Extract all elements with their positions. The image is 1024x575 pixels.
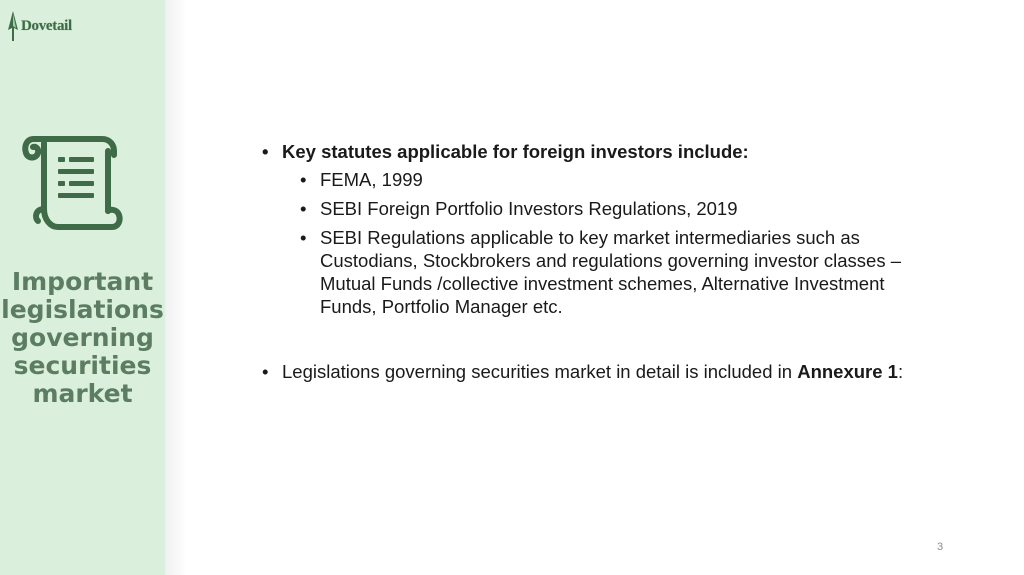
sub-bullet-fema: • FEMA, 1999 xyxy=(300,168,922,191)
sub-bullet-sebi-fpi: • SEBI Foreign Portfolio Investors Regulations, 2019 xyxy=(300,197,922,220)
scroll-document-icon xyxy=(22,135,124,235)
bullet-legislations-text: Legislations governing securities market in detail is included in xyxy=(282,361,793,382)
company-logo xyxy=(6,8,72,44)
annexure-colon: : xyxy=(897,361,904,382)
annexure-reference: Annexure 1 xyxy=(797,361,898,382)
bullet-key-statutes: • Key statutes applicable for foreign investors include: xyxy=(262,140,922,163)
slide-content xyxy=(262,140,922,388)
bullet-legislations xyxy=(262,360,922,383)
tree-logo-icon xyxy=(6,10,20,42)
sub-bullet-sebi-intermediaries: • SEBI Regulations applicable to key market intermediaries such as Custodians, Stockbrokers and regulations governing investor classes – Mutual Funds /collective investment schemes, Alternative Investment Funds, Portfolio Manager etc. xyxy=(300,226,922,318)
logo-text: Dovetail xyxy=(21,17,72,34)
sidebar-title: Important legislations governing securities market xyxy=(1,267,164,408)
sidebar-shadow xyxy=(165,0,187,575)
page-number: 3 xyxy=(936,541,944,553)
